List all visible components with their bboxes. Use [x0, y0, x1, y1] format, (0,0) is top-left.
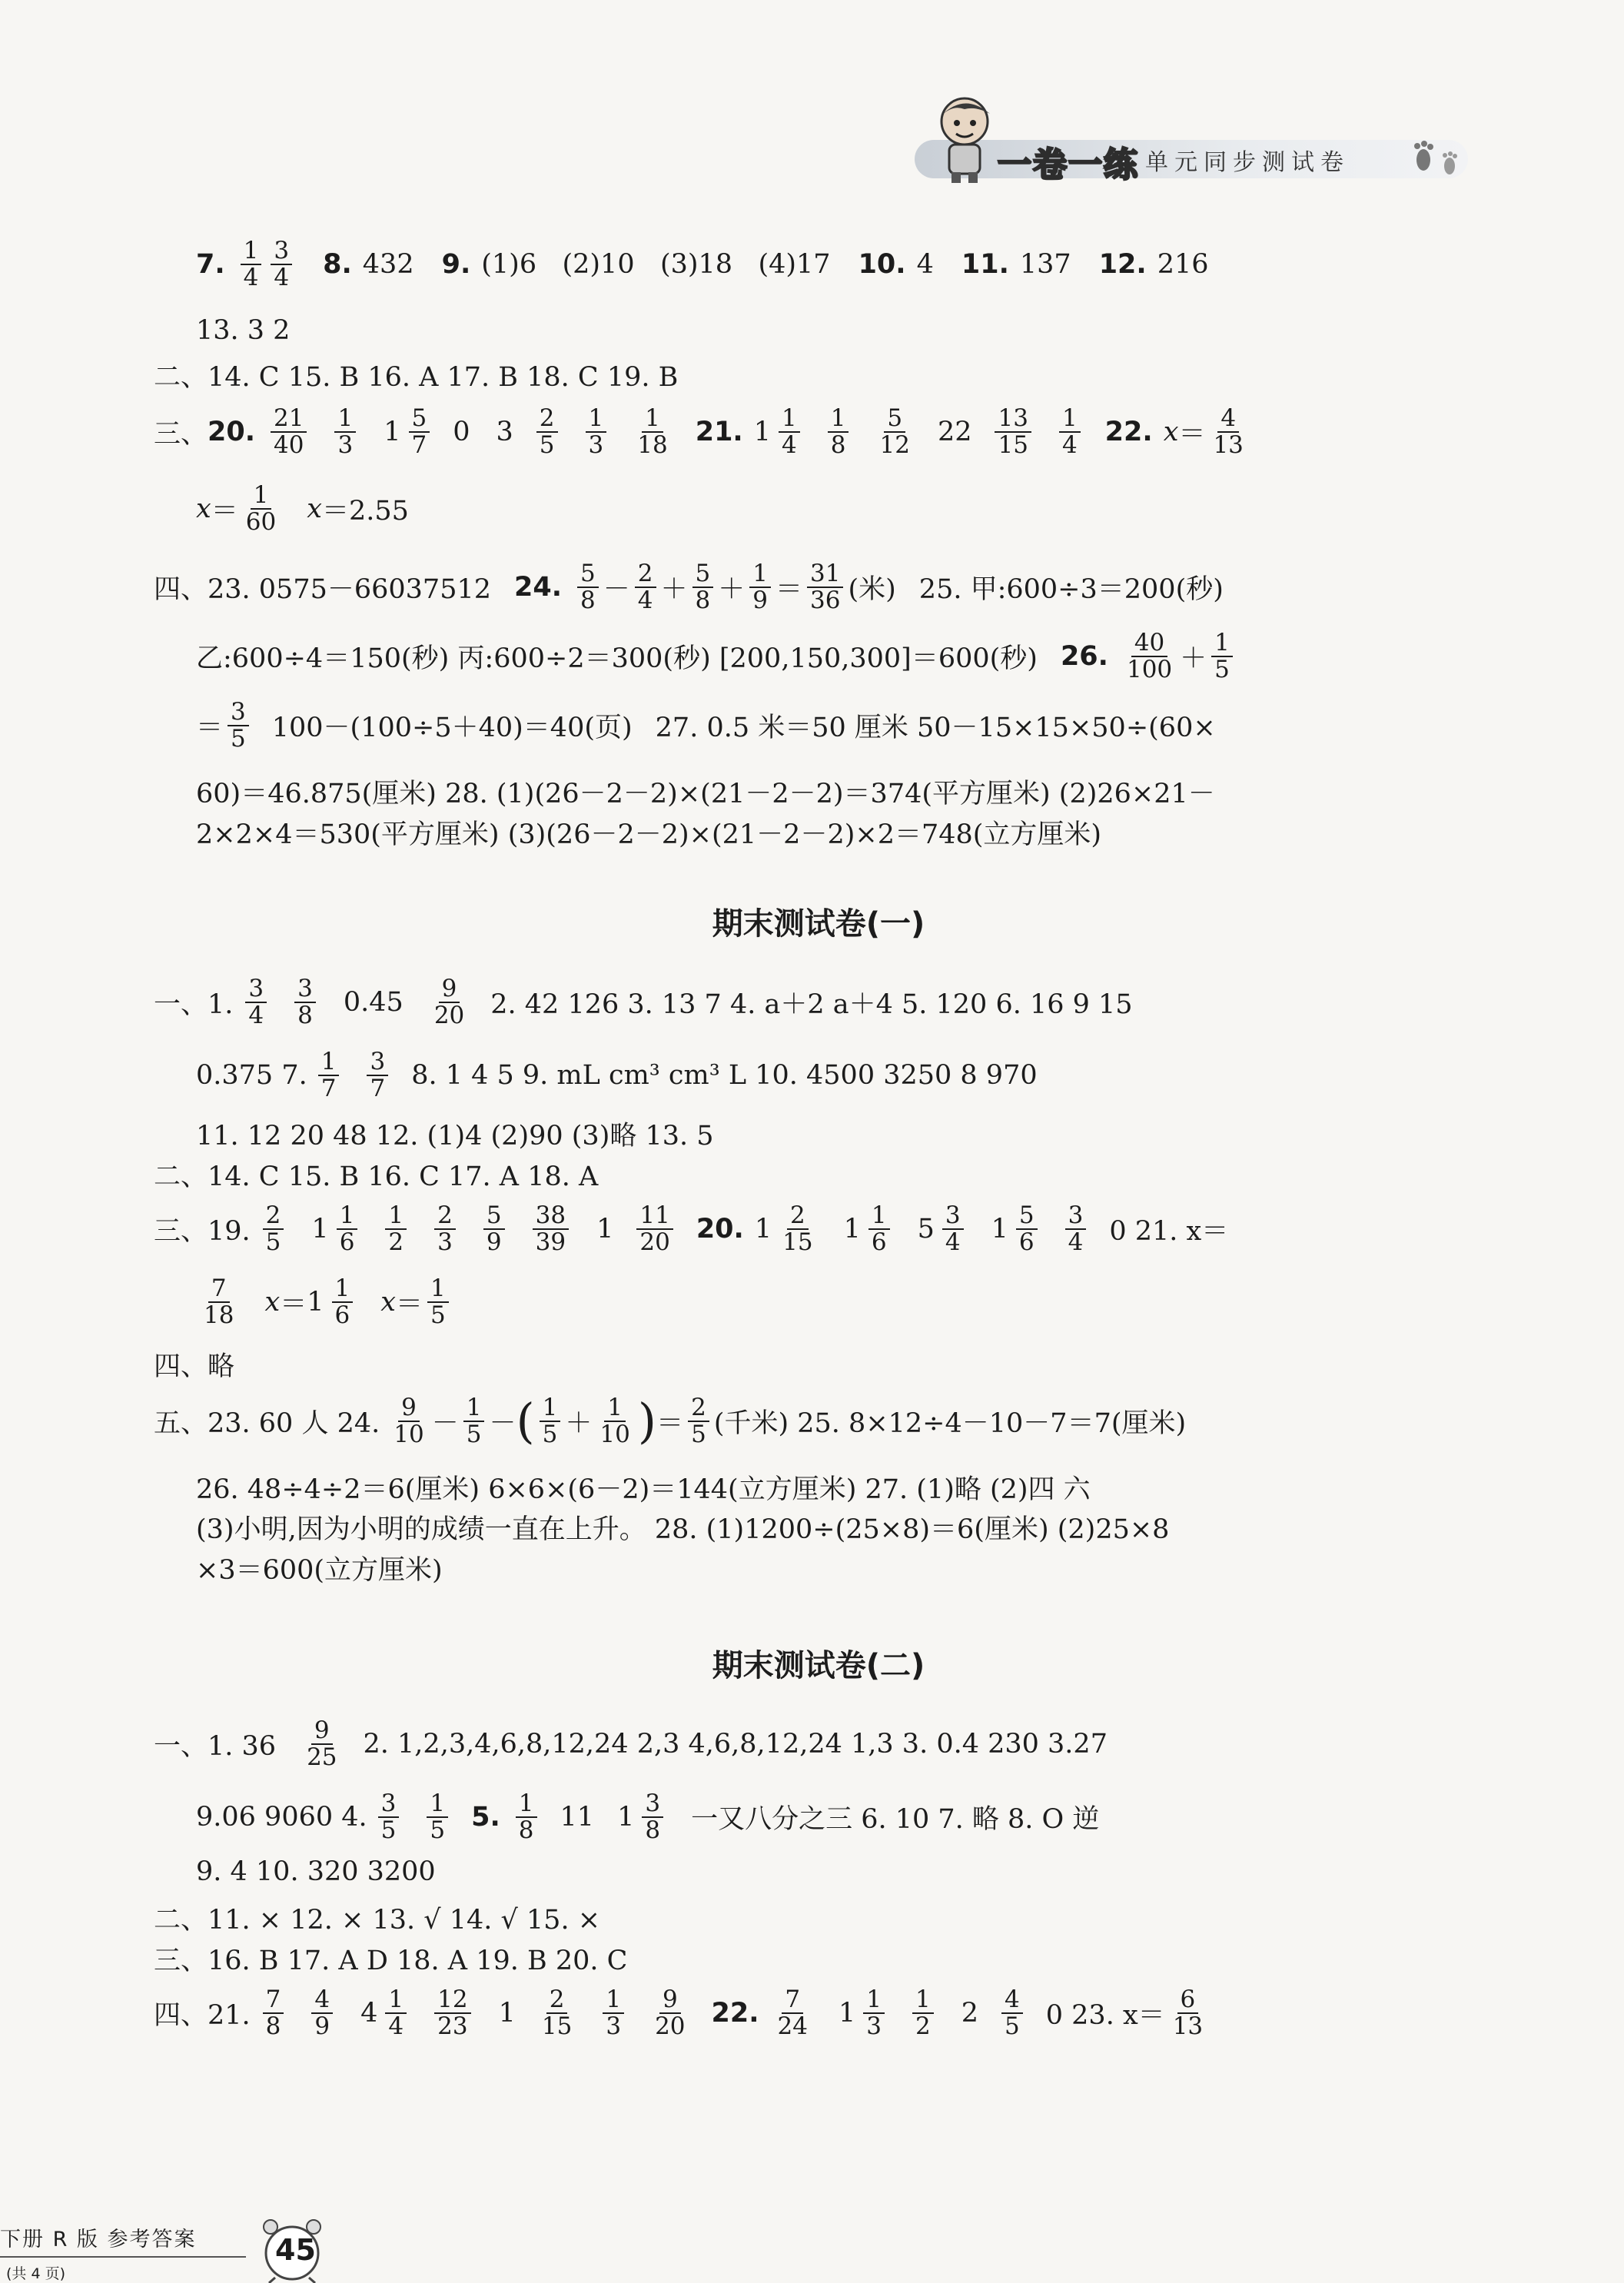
prev-line-7: 乙:600÷4＝150(秒) 丙:600÷2＝300(秒) [200,150,300]＝600(秒) 26. $\frac{40}{100}$ ＋ $\frac{1}{5}$: [196, 630, 1237, 682]
prev-line-9: 60)＝46.875(厘米) 28. (1)(26－2－2)×(21－2－2)＝374(平方厘米) (2)26×21－: [196, 779, 1215, 809]
exam1-line-11: ×3＝600(立方厘米): [196, 1555, 443, 1586]
prev-line-6: 四、23. 0575－66037512 24. $\frac{5}{8}$ － $\frac{2}{4}$ ＋ $\frac{5}{8}$ ＋ $\frac{1}{9}$ ＝ $\frac{31}{36}$ (米) 25. 甲:600÷3＝200(秒): [154, 560, 1224, 614]
prev-line-4: 三、 20. $\frac{21}{40}$ $\frac{1}{3}$ 1 $\frac{5}{7}$ 0 3 $\frac{2}{5}$ $\frac{1}{3}$ $\frac{1}{18}$ 21. 1 $\frac{1}{4}$ $\frac{1}{8}$ $\frac{5}{12}$ 22 $\frac{13}{15}$ $\frac{1}{4}$ 22. x ＝ $\frac{4}{13}$: [154, 404, 1244, 459]
header-brand: 一卷一练: [998, 145, 1139, 184]
footprints-icon: [1406, 137, 1468, 183]
exam1-line-5: 三、19. $\frac{2}{5}$ 1 $\frac{1}{6}$ $\frac{1}{2}$ $\frac{2}{3}$ $\frac{5}{9}$ $\frac{38}{39}$ 1 $\frac{11}{20}$ 20. 1 $\frac{2}{15}$ 1 $\frac{1}{6}$ 5 $\frac{3}{4}$ 1 $\frac{5}{6}$ $\frac{3}{4}$ 0 21. x＝: [154, 1201, 1229, 1256]
page-header: [915, 92, 1468, 192]
prev-line-2: 13. 3 2: [196, 315, 291, 346]
exam1-line-10: (3)小明,因为小明的成绩一直在上升。 28. (1)1200÷(25×8)＝6(厘米) (2)25×8: [196, 1514, 1170, 1545]
prev-line-8: ＝ $\frac{3}{5}$ 100－(100÷5＋40)＝40(页) 27. 0.5 米＝50 厘米 50－15×15×50÷(60×: [196, 698, 1216, 753]
footer-rule: [0, 2256, 246, 2258]
exam2-line-2: 9.06 9060 4. $\frac{3}{5}$ $\frac{1}{5}$ 5. $\frac{1}{8}$ 11 1 $\frac{3}{8}$ 一又八分之三 6. 10 7. 略 8. O 逆: [196, 1790, 1100, 1844]
footer-total-pages: (共 4 页): [6, 2265, 65, 2282]
exam1-title: 期末测试卷(一): [712, 906, 925, 942]
prev-line-5: x ＝ $\frac{1}{60}$ x ＝2.55: [196, 481, 409, 536]
prev-line-10: 2×2×4＝530(平方厘米) (3)(26－2－2)×(21－2－2)×2＝748(立方厘米): [196, 819, 1102, 850]
exam2-line-3: 9. 4 10. 320 3200: [196, 1856, 436, 1887]
exam1-line-7: 四、略: [154, 1351, 235, 1382]
prev-line-1: 7. $\frac{1}{4}$ $\frac{3}{4}$ 8. 432 9. (1)6 (2)10 (3)18 (4)17 10. 4 11. 137 12. 216: [196, 237, 1209, 291]
page-number: 45: [275, 2233, 316, 2267]
exam2-title: 期末测试卷(二): [712, 1648, 925, 1683]
exam2-line-4: 二、11. × 12. × 13. √ 14. √ 15. ×: [154, 1905, 601, 1936]
exam1-line-6: $\frac{7}{18}$ x ＝ 1 $\frac{1}{6}$ x ＝ $\frac{1}{5}$: [196, 1276, 453, 1328]
exam1-line-9: 26. 48÷4÷2＝6(厘米) 6×6×(6－2)＝144(立方厘米) 27. (1)略 (2)四 六: [196, 1474, 1091, 1505]
boy-mascot-icon: [922, 92, 1007, 184]
header-subtitle: 单元同步测试卷: [1145, 149, 1350, 176]
page-footer: [0, 2218, 461, 2283]
exam1-line-4: 二、14. C 15. B 16. C 17. A 18. A: [154, 1161, 599, 1192]
exam1-line-3: 11. 12 20 48 12. (1)4 (2)90 (3)略 13. 5: [196, 1121, 714, 1151]
exam2-line-6: 四、21. $\frac{7}{8}$ $\frac{4}{9}$ 4 $\frac{1}{4}$ $\frac{12}{23}$ 1 $\frac{2}{15}$ $\frac{1}{3}$ $\frac{9}{20}$ 22. $\frac{7}{24}$ 1 $\frac{1}{3}$ $\frac{1}{2}$ 2 $\frac{4}{5}$ 0 23. x＝ $\frac{6}{13}$: [154, 1986, 1204, 2040]
exam2-line-5: 三、16. B 17. A D 18. A 19. B 20. C: [154, 1946, 628, 1976]
exam1-line-8: 五、23. 60 人 24. $\frac{9}{10}$ － $\frac{1}{5}$ － ( $\frac{1}{5}$ ＋ $\frac{1}{10}$ ) ＝ $\frac{2}{5}$ (千米) 25. 8×12÷4－10－7＝7(厘米): [154, 1392, 1187, 1449]
prev-line-3: 二、14. C 15. B 16. A 17. B 18. C 19. B: [154, 362, 679, 393]
footer-text: 下册 R 版 参考答案: [0, 2228, 197, 2251]
exam2-line-1: 一、1. 36 $\frac{9}{25}$ 2. 1,2,3,4,6,8,12,24 2,3 4,6,8,12,24 1,3 3. 0.4 230 3.27: [154, 1716, 1108, 1771]
exam1-line-1: 一、1. $\frac{3}{4}$ $\frac{3}{8}$ 0.45 $\frac{9}{20}$ 2. 42 126 3. 13 7 4. a＋2 a＋4 5. 120 6. 16 9 15: [154, 975, 1133, 1029]
exam1-line-2: 0.375 7. $\frac{1}{7}$ $\frac{3}{7}$ 8. 1 4 5 9. mL cm³ cm³ L 10. 4500 3250 8 970: [196, 1048, 1038, 1102]
